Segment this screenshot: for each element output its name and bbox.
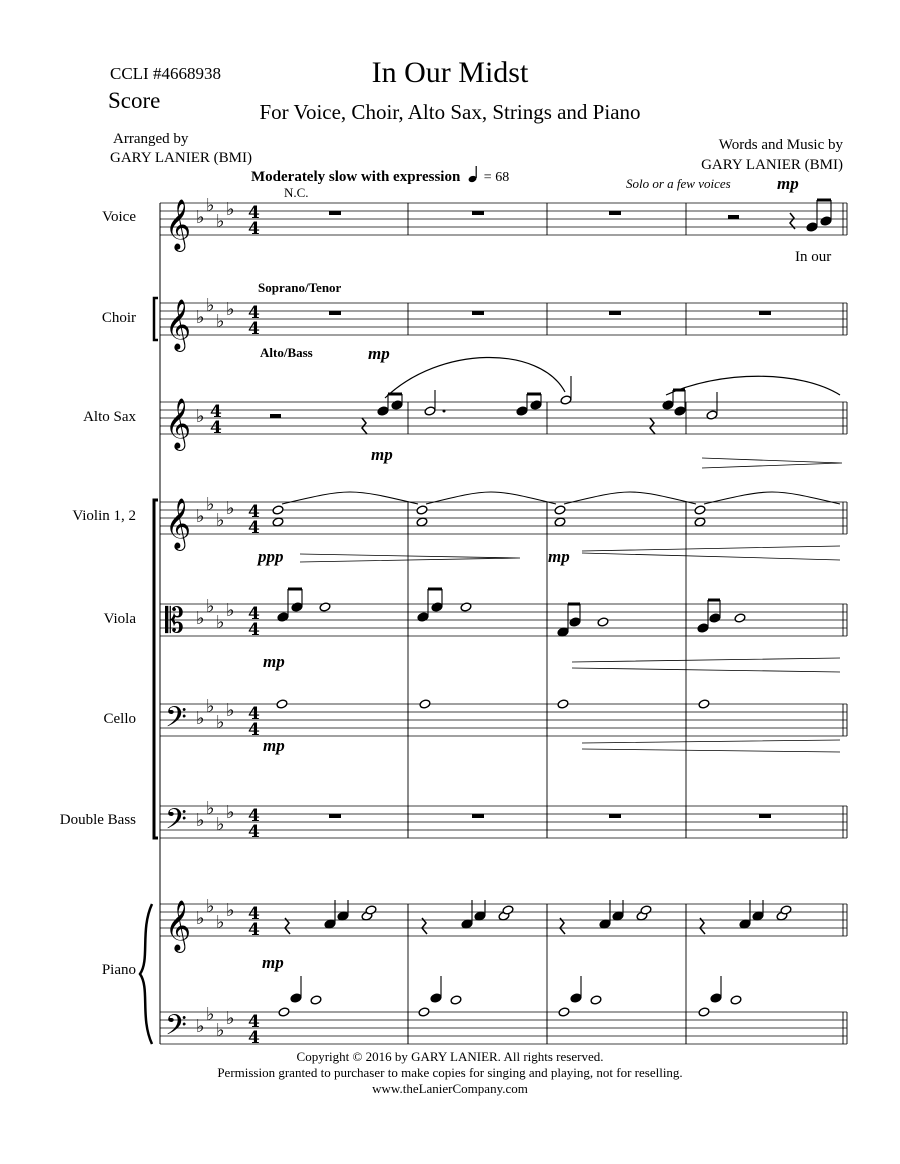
flat-icon: ♭	[226, 900, 235, 921]
slur	[385, 357, 565, 398]
notehead	[674, 406, 686, 416]
decrescendo	[702, 458, 842, 468]
notehead	[710, 993, 722, 1003]
time-signature: 4	[248, 704, 260, 724]
time-signature: 4	[248, 604, 260, 624]
piano-brace	[140, 904, 152, 1044]
notehead	[612, 911, 624, 921]
half-rest	[270, 414, 281, 418]
clef-icon: 𝄢	[165, 701, 187, 741]
score-label: Score	[108, 88, 161, 113]
notehead	[424, 406, 436, 416]
notehead	[739, 919, 751, 929]
notehead	[697, 623, 709, 633]
footer	[0, 1049, 900, 1097]
flat-icon: ♭	[206, 798, 215, 819]
flat-icon: ♭	[226, 299, 235, 320]
half-note	[590, 995, 602, 1005]
dynamic-sax-below: mp	[371, 445, 393, 464]
flat-icon: ♭	[206, 696, 215, 717]
flat-icon: ♭	[216, 311, 225, 332]
lyric-text: In our	[795, 249, 832, 265]
whole-note	[278, 1007, 290, 1017]
dynamic-sax-above: mp	[368, 344, 390, 363]
quarter-rest	[700, 918, 705, 934]
flat-icon: ♭	[206, 295, 215, 316]
half-note	[780, 905, 792, 915]
half-note	[597, 617, 609, 627]
flat-icon: ♭	[226, 498, 235, 519]
whole-rest	[329, 311, 341, 315]
flat-icon: ♭	[216, 510, 225, 531]
notehead	[557, 627, 569, 637]
notehead	[277, 612, 289, 622]
notehead	[417, 612, 429, 622]
time-signature: 4	[248, 920, 260, 940]
half-note	[450, 995, 462, 1005]
whole-note	[554, 505, 566, 515]
half-rest	[728, 215, 739, 219]
notehead	[291, 602, 303, 612]
clef-icon: 𝄞	[165, 398, 192, 449]
instrument-double-bass: Double Bass	[59, 812, 136, 828]
arranged-by-label: Arranged by	[113, 131, 189, 147]
solo-direction: Solo or a few voices	[626, 176, 731, 191]
whole-note	[419, 699, 431, 709]
notehead	[706, 410, 718, 420]
decrescendo	[300, 554, 520, 562]
website-link: www.theLanierCompany.com	[372, 1081, 528, 1096]
page-title: In Our Midst	[371, 56, 529, 89]
flat-icon: ♭	[196, 207, 205, 228]
composer-name: GARY LANIER (BMI)	[701, 157, 843, 173]
notehead	[516, 406, 528, 416]
notehead	[377, 406, 389, 416]
copyright-notice: Copyright © 2016 by GARY LANIER. All rights reserved.	[296, 1049, 604, 1064]
flat-icon: ♭	[216, 211, 225, 232]
whole-rest	[472, 211, 484, 215]
flat-icon: ♭	[216, 814, 225, 835]
time-signature: 4	[248, 518, 260, 538]
whole-note	[558, 1007, 570, 1017]
time-signature: 4	[248, 620, 260, 640]
notehead	[530, 400, 542, 410]
time-signature: 4	[248, 319, 260, 339]
notehead	[806, 222, 818, 232]
whole-rest	[472, 311, 484, 315]
ccli-number: CCLI #4668938	[110, 64, 221, 83]
whole-note	[554, 517, 566, 527]
time-signature: 4	[248, 904, 260, 924]
half-note	[365, 905, 377, 915]
flat-icon: ♭	[226, 199, 235, 220]
clef-icon: 𝄞	[165, 900, 192, 951]
notehead	[474, 911, 486, 921]
whole-note	[694, 517, 706, 527]
notehead	[290, 993, 302, 1003]
whole-rest	[329, 814, 341, 818]
instrument-cello: Cello	[103, 711, 136, 727]
dynamic-cello: mp	[263, 736, 285, 755]
time-signature: 4	[248, 303, 260, 323]
clef-icon: 𝄢	[165, 803, 187, 843]
flat-icon: ♭	[196, 307, 205, 328]
crescendo	[572, 658, 840, 672]
permission-notice: Permission granted to purchaser to make copies for singing and playing, not for reselling.	[217, 1065, 683, 1080]
whole-rest	[609, 311, 621, 315]
arranger-name: GARY LANIER (BMI)	[110, 150, 252, 166]
instrument-voice: Voice	[102, 209, 136, 225]
flat-icon: ♭	[226, 600, 235, 621]
notehead	[569, 617, 581, 627]
time-signature: 4	[248, 1028, 260, 1048]
time-signature: 4	[248, 822, 260, 842]
flat-icon: ♭	[206, 896, 215, 917]
notehead	[391, 400, 403, 410]
clef-icon: 𝄞	[165, 299, 192, 350]
half-note	[502, 905, 514, 915]
half-note	[310, 995, 322, 1005]
flat-icon: ♭	[226, 1008, 235, 1029]
clef-icon: 𝄞	[165, 498, 192, 549]
time-signature: 4	[210, 402, 222, 422]
flat-icon: ♭	[196, 908, 205, 929]
whole-rest	[472, 814, 484, 818]
crescendo	[582, 740, 840, 752]
half-note	[730, 995, 742, 1005]
whole-note	[416, 517, 428, 527]
tempo-text: Moderately slow with expression	[251, 169, 461, 185]
time-signature: 4	[210, 418, 222, 438]
time-signature: 4	[248, 806, 260, 826]
time-signature: 4	[248, 1012, 260, 1032]
whole-note	[557, 699, 569, 709]
flat-icon: ♭	[216, 1020, 225, 1041]
flat-icon: ♭	[206, 596, 215, 617]
flat-icon: ♭	[196, 708, 205, 729]
half-note	[460, 602, 472, 612]
whole-note	[694, 505, 706, 515]
flat-icon: ♭	[206, 195, 215, 216]
flat-icon: ♭	[196, 506, 205, 527]
page-subtitle: For Voice, Choir, Alto Sax, Strings and Piano	[259, 100, 641, 124]
flat-icon: ♭	[196, 810, 205, 831]
notehead	[431, 602, 443, 612]
time-signature: 4	[248, 219, 260, 239]
whole-note	[276, 699, 288, 709]
dynamic-violin-mp: mp	[548, 547, 570, 566]
whole-note	[416, 505, 428, 515]
whole-note	[698, 699, 710, 709]
choir-alto-bass-label: Alto/Bass	[260, 345, 313, 360]
instrument-violin: Violin 1, 2	[72, 508, 136, 524]
instrument-piano: Piano	[101, 962, 136, 978]
quarter-rest	[560, 918, 565, 934]
words-music-label: Words and Music by	[718, 137, 843, 153]
notehead	[752, 911, 764, 921]
notehead	[337, 911, 349, 921]
dynamic-voice: mp	[777, 174, 799, 193]
clef-icon: 𝄢	[165, 1009, 187, 1049]
slur	[666, 376, 840, 395]
clef-icon: 𝄞	[165, 199, 192, 250]
notehead	[430, 993, 442, 1003]
flat-icon: ♭	[216, 912, 225, 933]
whole-rest	[329, 211, 341, 215]
time-signature: 4	[248, 720, 260, 740]
flat-icon: ♭	[226, 802, 235, 823]
whole-note	[272, 505, 284, 515]
quarter-rest	[285, 918, 290, 934]
time-signature: 4	[248, 502, 260, 522]
flat-icon: ♭	[216, 612, 225, 633]
instrument-choir: Choir	[101, 310, 136, 326]
half-note	[640, 905, 652, 915]
notehead	[820, 216, 832, 226]
half-note	[319, 602, 331, 612]
whole-note	[272, 517, 284, 527]
instrument-alto-sax: Alto Sax	[83, 409, 136, 425]
dynamic-viola: mp	[263, 652, 285, 671]
whole-rest	[609, 814, 621, 818]
flat-icon: ♭	[226, 700, 235, 721]
whole-rest	[759, 311, 771, 315]
dynamic-violin-ppp: ppp	[258, 547, 284, 566]
whole-note	[418, 1007, 430, 1017]
notehead	[324, 919, 336, 929]
whole-note	[698, 1007, 710, 1017]
flat-icon: ♭	[196, 1016, 205, 1037]
notehead	[570, 993, 582, 1003]
whole-rest	[609, 211, 621, 215]
flat-icon: ♭	[196, 406, 205, 427]
instrument-viola: Viola	[103, 611, 136, 627]
crescendo	[582, 546, 840, 560]
dynamic-piano: mp	[262, 953, 284, 972]
choir-soprano-tenor-label: Soprano/Tenor	[258, 280, 342, 295]
quarter-rest	[422, 918, 427, 934]
clef-icon: 𝄡	[165, 601, 184, 641]
strings-bracket	[154, 500, 158, 838]
choir-bracket	[154, 298, 158, 340]
time-signature: 4	[248, 203, 260, 223]
notehead	[461, 919, 473, 929]
chord-symbol-nc: N.C.	[284, 185, 309, 200]
tempo-bpm: = 68	[483, 170, 510, 185]
dot	[443, 410, 446, 413]
whole-rest	[759, 814, 771, 818]
flat-icon: ♭	[196, 608, 205, 629]
notehead	[560, 395, 572, 405]
flat-icon: ♭	[216, 712, 225, 733]
notehead	[599, 919, 611, 929]
flat-icon: ♭	[206, 1004, 215, 1025]
half-note	[734, 613, 746, 623]
notehead	[709, 613, 721, 623]
flat-icon: ♭	[206, 494, 215, 515]
notehead	[662, 400, 674, 410]
